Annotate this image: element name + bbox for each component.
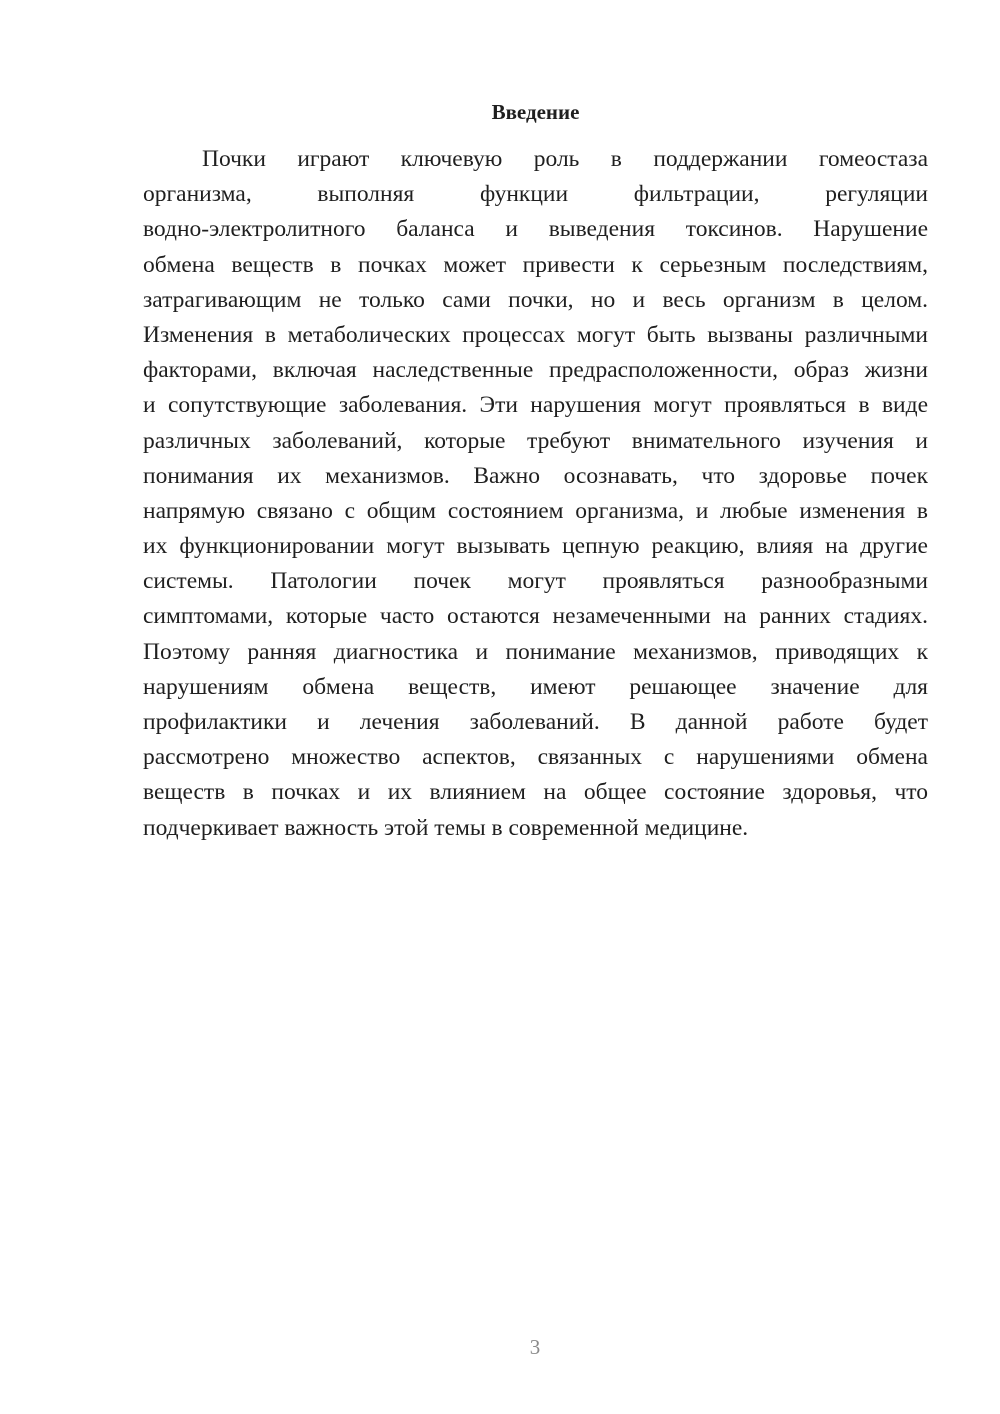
page-title: Введение xyxy=(491,100,580,124)
paragraph-line: Поэтому ранняя диагностика и понимание механизмов, приводящих к xyxy=(143,638,928,665)
paragraph-line: и сопутствующие заболевания. Эти нарушения могут проявляться в виде xyxy=(143,392,928,419)
paragraph-line: затрагивающим не только сами почки, но и весь организм в целом. xyxy=(143,286,928,313)
paragraph-line: организма, выполняя функции фильтрации, регуляции xyxy=(143,181,928,208)
paragraph-line: нарушениям обмена веществ, имеют решающее значение для xyxy=(143,673,928,700)
paragraph-line: обмена веществ в почках может привести к серьезным последствиям, xyxy=(143,251,928,278)
paragraph-line: симптомами, которые часто остаются незамеченными на ранних стадиях. xyxy=(143,603,928,630)
paragraph-line: понимания их механизмов. Важно осознавать, что здоровье почек xyxy=(143,462,928,489)
paragraph-line: Изменения в метаболических процессах могут быть вызваны различными xyxy=(143,321,928,348)
paragraph-line: профилактики и лечения заболеваний. В данной работе будет xyxy=(143,709,928,735)
paragraph-line: факторами, включая наследственные предрасположенности, образ жизни xyxy=(143,357,928,384)
paragraph-line: различных заболеваний, которые требуют внимательного изучения и xyxy=(143,427,928,454)
paragraph-line: напрямую связано с общим состоянием организма, и любые изменения в xyxy=(143,497,928,524)
paragraph-line: системы. Патологии почек могут проявляться разнообразными xyxy=(143,568,928,595)
page-number: 3 xyxy=(529,1335,541,1359)
paragraph-line: рассмотрено множество аспектов, связанных с нарушениями обмена xyxy=(143,744,928,771)
body-paragraph xyxy=(143,142,928,846)
paragraph-line: водно-электролитного баланса и выведения токсинов. Нарушение xyxy=(143,216,928,243)
paragraph-line: веществ в почках и их влиянием на общее состояние здоровья, что xyxy=(143,779,928,806)
paragraph-line: подчеркивает важность этой темы в современной медицине. xyxy=(143,814,749,841)
paragraph-line: Почки играют ключевую роль в поддержании гомеостаза xyxy=(202,146,928,172)
paragraph-line: их функционировании могут вызывать цепную реакцию, влияя на другие xyxy=(143,533,928,560)
